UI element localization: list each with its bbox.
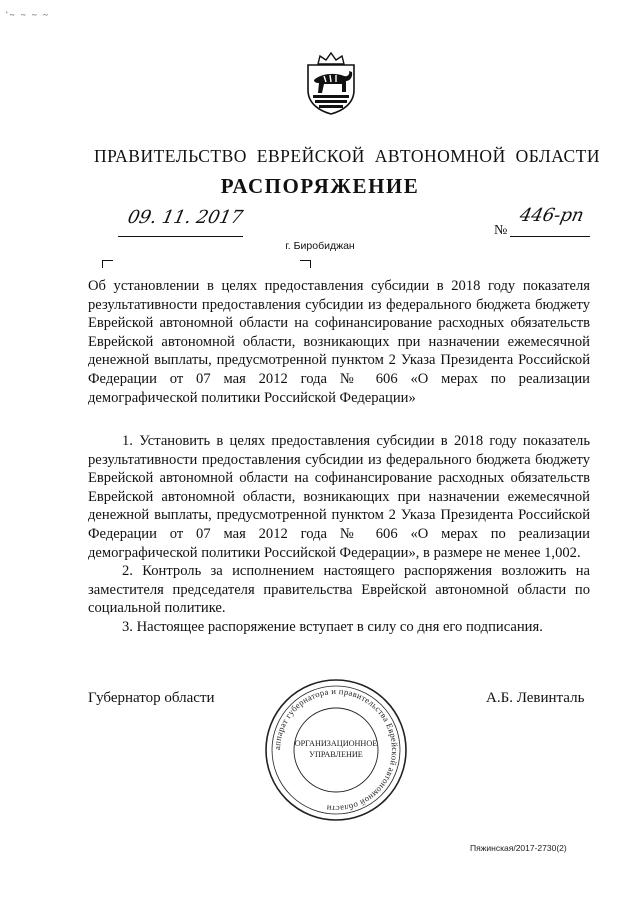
org-title-word: ОБЛАСТИ (515, 146, 600, 166)
official-seal-stamp (262, 676, 410, 824)
seal-ring-text: аппарат губернатора и правительства Еврейской автономной области (271, 685, 401, 815)
signer-name: А.Б. Левинталь (486, 690, 585, 706)
document-body (88, 432, 590, 637)
org-title-word: ПРАВИТЕЛЬСТВО (94, 146, 247, 166)
seal-center-line-1: ОРГАНИЗАЦИОННОЕ (294, 739, 378, 748)
seal-center-line-2: УПРАВЛЕНИЕ (309, 750, 363, 759)
paragraph-1: 1. Установить в целях предоставления субсидии в 2018 году показатель результативности предоставления субсидии из федерального бюджета бюджету Еврейской автономной области на софинансирование расходных обязательств Еврейской автономной области, возникающих при назначении ежемесячной денежной выплаты, предусмотренной пунктом 2 Указа Президента Российской Федерации от 07 мая 2012 года № 606 «О мерах по реализации демографической политики Российской Федерации», в размере не менее 1,002. (88, 433, 590, 561)
organization-title (94, 146, 600, 167)
org-title-word: АВТОНОМНОЙ (374, 146, 506, 166)
paragraph-2: 2. Контроль за исполнением настоящего распоряжения возложить на заместителя председателя правительства Еврейской автономной области по социальной политике. (88, 563, 590, 617)
title-bracket-right (300, 260, 311, 268)
signer-role: Губернатор области (88, 690, 215, 706)
org-title-word: ЕВРЕЙСКОЙ (256, 146, 365, 166)
footer-reference: Пяжинская/2017-2730(2) (470, 843, 567, 853)
title-bracket-left (102, 260, 113, 268)
document-type-heading: РАСПОРЯЖЕНИЕ (220, 174, 420, 198)
handwritten-number: 446-рп (517, 205, 586, 226)
paragraph-3: 3. Настоящее распоряжение вступает в силу со дня его подписания. (122, 618, 543, 635)
corner-scan-mark: '~ ~ ~ ~ (6, 10, 50, 20)
city-label: г. Биробиджан (285, 240, 355, 252)
coat-of-arms-icon (300, 50, 362, 116)
number-sign: № (494, 223, 508, 238)
document-title: Об установлении в целях предоставления субсидии в 2018 году показателя результативности предоставления субсидии из федерального бюджета бюджету Еврейской автономной области на софинансирование расходных обязательств Еврейской автономной области, возникающих при назначении ежемесячной денежной выплаты, предусмотренной пунктом 2 Указа Президента Российской Федерации от 07 мая 2012 года № 606 «О мерах по реализации демографической политики Российской Федерации» (88, 278, 590, 406)
handwritten-date: 09. 11. 2017 (125, 207, 245, 228)
